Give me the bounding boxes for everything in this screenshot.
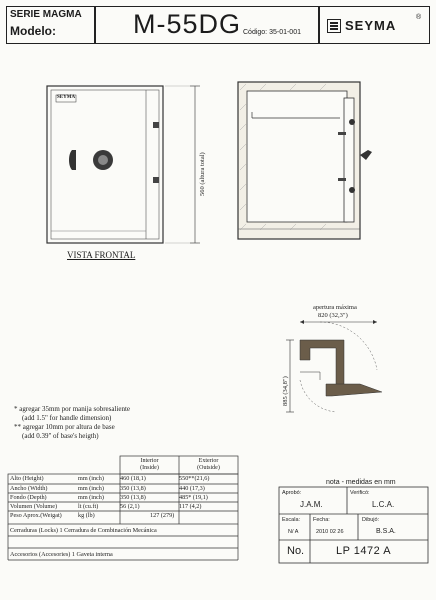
handle-icon — [69, 150, 76, 170]
drawn-value: B.S.A. — [376, 528, 396, 535]
measurement-note: nota - medidas en mm — [326, 479, 396, 486]
plan-wall-top — [300, 340, 344, 386]
height-dimension-label: 560 (altura total) — [199, 152, 206, 196]
spec-row-weight: Peso Aprox.(Weigat) kg (lb) 127 (279) — [10, 512, 175, 519]
number-label: No. — [287, 545, 305, 557]
depth-dimension-label: 885 (34,8") — [282, 376, 289, 406]
locks-text: Cerraduras (Locks) 1 Cerradura de Combinación Mecánica — [10, 527, 157, 534]
front-view-label: VISTA FRONTAL — [67, 250, 136, 260]
series-name: SERIE MAGMA — [10, 9, 82, 20]
hinge-bottom — [153, 177, 159, 183]
model-number: M-55DG — [133, 9, 242, 39]
opening-label-1: apertura máxima — [313, 304, 357, 311]
hinge-top — [153, 122, 159, 128]
notes-block — [14, 405, 130, 441]
drawn-label: Dibujó: — [362, 517, 380, 523]
section-handle-icon — [360, 150, 372, 160]
spec-row-depth: Fondo (Depth) mm (inch) 350 (13,8) 485* (19,1) — [10, 494, 208, 501]
opening-label-2: 820 (32,3") — [318, 312, 348, 319]
specs-header-interior: Interior (Inside) — [140, 458, 159, 471]
registered-mark: ® — [416, 14, 422, 21]
plan-door-open — [326, 384, 382, 396]
model-label: Modelo: — [10, 24, 56, 38]
date-value: 2010 02 26 — [316, 529, 344, 535]
approved-label: Aprobó: — [282, 490, 302, 496]
front-nameplate-text: SEYMA — [57, 95, 76, 100]
section-door — [344, 98, 354, 222]
note-line-4: (add 0.39" of base's heigth) — [22, 432, 99, 440]
date-label: Fecha: — [313, 517, 330, 523]
verified-value: L.C.A. — [372, 500, 395, 509]
specs-header-exterior: Exterior (Outside) — [197, 458, 220, 471]
brand-name: SEYMA — [345, 18, 397, 33]
scale-value: N/ A — [288, 529, 299, 535]
verified-label: Verificó: — [350, 490, 370, 496]
spec-row-volume: Volumen (Volume) lt (cu.ft) 56 (2,1) 117 (4,2) — [10, 503, 202, 510]
scale-label: Escala: — [282, 517, 301, 523]
note-line-1: * agregar 35mm por manija sobresaliente — [14, 405, 131, 413]
section-view-inner — [247, 91, 347, 222]
accessories-text: Accesorios (Accesories) 1 Gaveta interna — [10, 551, 113, 558]
spec-row-width: Ancho (Width) mm (inch) 350 (13,8) 440 (17,3) — [10, 485, 205, 492]
product-code: Código: 35-01-001 — [243, 29, 301, 36]
note-line-2: (add 1.5" for handle dimension) — [22, 414, 112, 422]
approved-value: J.A.M. — [300, 500, 323, 509]
document-number: LP 1472 A — [336, 545, 392, 557]
note-line-3: ** agregar 10mm por altura de base — [14, 423, 115, 431]
spec-row-height: Alto (Height) mm (inch) 460 (18,1) 550**(21,6) — [10, 475, 210, 482]
